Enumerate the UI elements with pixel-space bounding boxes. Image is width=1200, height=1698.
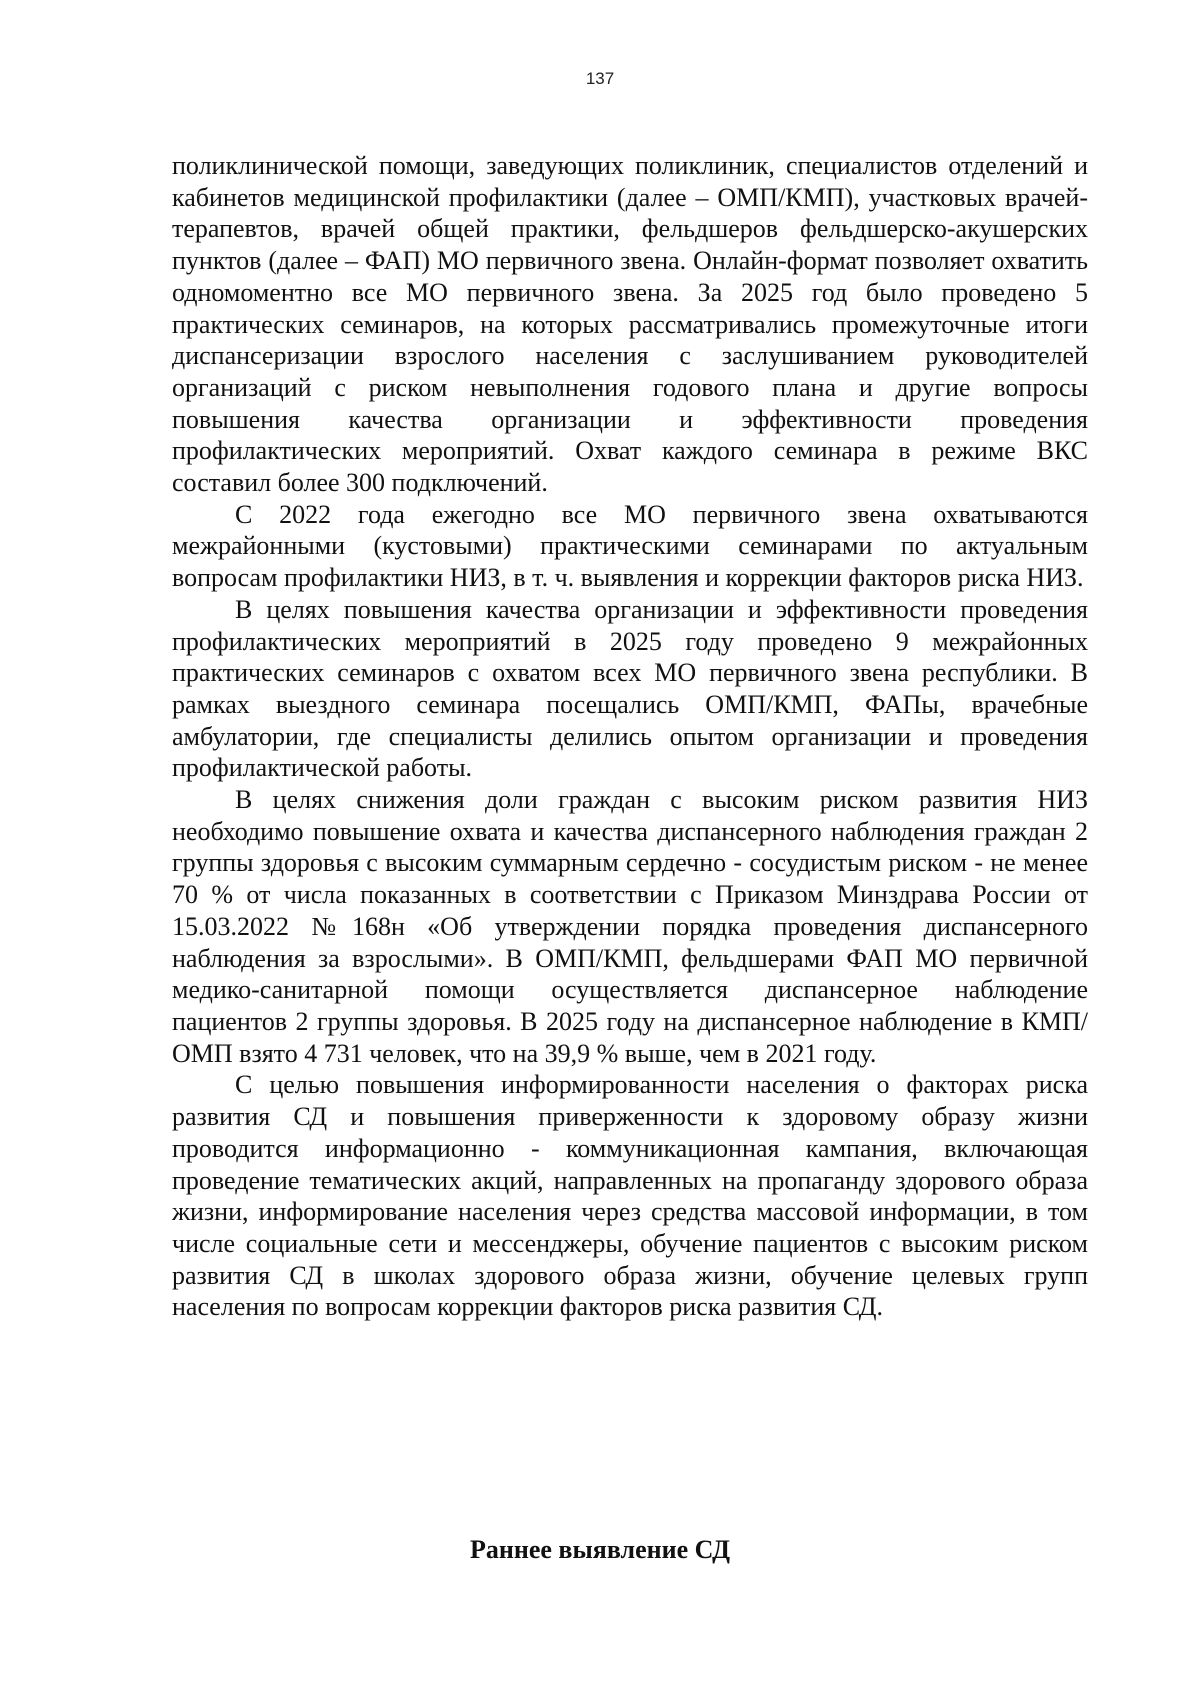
paragraph-dispensary-observation: В целях снижения доли граждан с высоким риском развития НИЗ необходимо повышение охвата и качества диспансерного наблюдения граждан 2 группы здоровья с высоким суммарным сердечно - сосудистым риском - не менее 70 % от числа показанных в соответствии с Приказом Минздрава России от 15.03.2022 №168н «Об утверждении порядка проведения диспансерного наблюдения за взрослыми». В ОМП/КМП, фельдшерами ФАП МО первичной медико-санитарной помощи осуществляется диспансерное наблюдение пациентов 2 группы здоровья. В 2025 году на диспансерное наблюдение в КМП/ОМП взято 4 731 человек, что на 39,9 % выше, чем в 2021 году.	[172, 785, 1088, 1068]
paragraph-interdistrict-seminars: С 2022 года ежегодно все МО первичного звена охватываются межрайонными (кустовыми) практическими семинарами по актуальным вопросам профилактики НИЗ, в т. ч. выявления и коррекции факторов риска НИЗ.	[172, 499, 1088, 593]
page-number: 137	[585, 69, 615, 88]
paragraph-seminars-2025: В целях повышения качества организации и эффективности проведения профилактических мероприятий в 2025 году проведено 9 межрайонных практических семинаров с охватом всех МО первичного звена республики. В рамках выездного семинара посещались ОМП/КМП, ФАПы, врачебные амбулатории, где специалисты делились опытом организации и проведения профилактической работы.	[172, 594, 1088, 783]
section-heading: Раннее выявление СД	[469, 1535, 731, 1564]
paragraph-information-campaign: С целью повышения информированности населения о факторах риска развития СД и повышения приверженности к здоровому образу жизни проводится информационно - коммуникационная кампания, включающая проведение тематических акций, направленных на пропаганду здорового образа жизни, информирование населения через средства массовой информации, в том числе социальные сети и мессенджеры, обучение пациентов с высоким риском развития СД в школах здорового образа жизни, обучение целевых групп населения по вопросам коррекции факторов риска развития СД.	[172, 1070, 1088, 1322]
document-body	[172, 150, 1088, 1323]
paragraph-seminars-online: поликлинической помощи, заведующих поликлиник, специалистов отделений и кабинетов медицинской профилактики (далее – ОМП/КМП), участковых врачей-терапевтов, врачей общей практики, фельдшеров фельдшерско-акушерских пунктов (далее – ФАП) МО первичного звена. Онлайн-формат позволяет охватить одномоментно все МО первичного звена. За 2025 год было проведено 5 практических семинаров, на которых рассматривались промежуточные итоги диспансеризации взрослого населения с заслушиванием руководителей организаций с риском невыполнения годового плана и другие вопросы повышения качества организации и эффективности проведения профилактических мероприятий. Охват каждого семинара в режиме ВКС составил более 300 подключений.	[172, 151, 1088, 498]
